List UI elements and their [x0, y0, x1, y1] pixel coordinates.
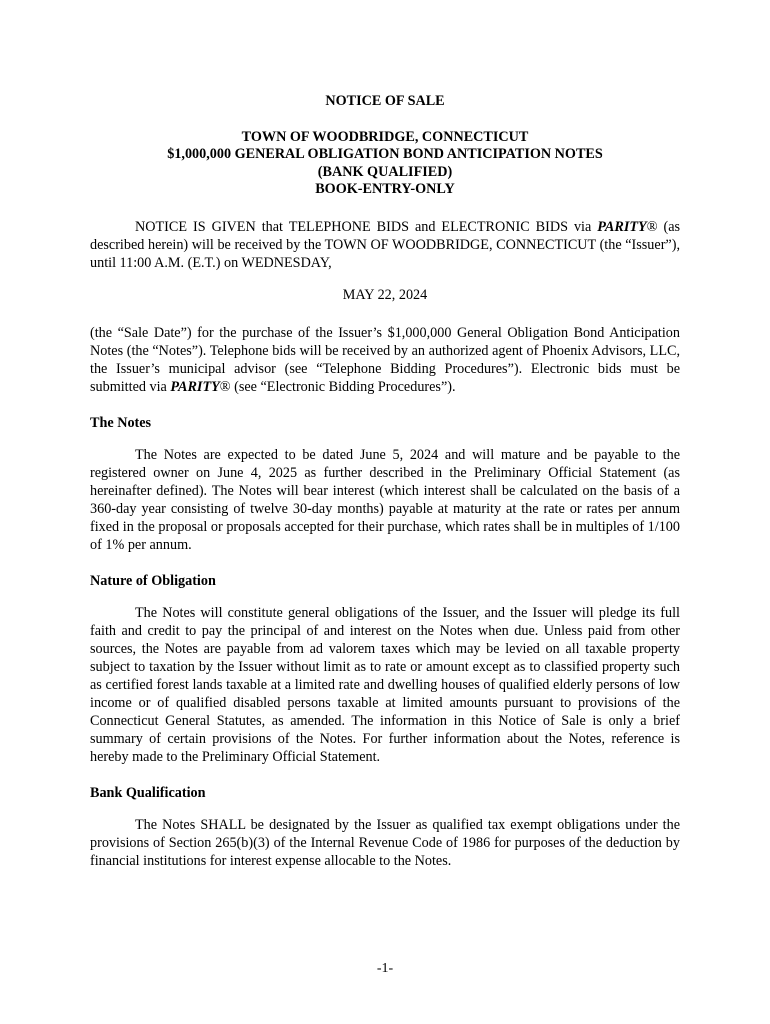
intro-paragraph: [90, 218, 680, 272]
parity-name: PARITY: [597, 218, 647, 235]
heading-line-issuer: TOWN OF WOODBRIDGE, CONNECTICUT: [241, 128, 529, 145]
issuer-heading: [90, 129, 680, 199]
page-number: -1-: [376, 961, 394, 976]
section-text-bank: The Notes SHALL be designated by the Issuer as qualified tax exempt obligations under the provisions of Section 265(b)(3) of the Internal Revenue Code of 1986 for purposes of the deduction by financial institutions for interest expense allocable to the Notes.: [90, 816, 680, 869]
intro-text-a: NOTICE IS GIVEN that TELEPHONE BIDS and ELECTRONIC BIDS via: [135, 218, 598, 235]
heading-line-bank-qualified: (BANK QUALIFIED): [317, 163, 453, 180]
section-title-nature: Nature of Obligation: [90, 572, 216, 589]
document-page: [90, 93, 680, 870]
section-title-bank: Bank Qualification: [90, 784, 206, 801]
section-text-notes: The Notes are expected to be dated June 5, 2024 and will mature and be payable to the registered owner on June 4, 2025 as further described in the Preliminary Official Statement (as hereinafter defined). The Notes will bear interest (which interest shall be calculated on the basis of a 360-day year consisting of twelve 30-day months) payable at maturity at the rate or rates per annum fixed in the proposal or proposals accepted for their purchase, which rates shall be in multiples of 1/100 of 1% per annum.: [90, 446, 680, 553]
sale-text-b: ® (see “Electronic Bidding Procedures”).: [219, 378, 456, 395]
document-title: NOTICE OF SALE: [325, 93, 445, 109]
section-title-notes: The Notes: [90, 414, 152, 431]
sale-date: MAY 22, 2024: [342, 286, 428, 303]
sale-paragraph: [90, 324, 680, 396]
heading-line-notes: $1,000,000 GENERAL OBLIGATION BOND ANTICIPATION NOTES: [167, 146, 603, 162]
section-text-nature: The Notes will constitute general obligations of the Issuer, and the Issuer will pledge its full faith and credit to pay the principal of and interest on the Notes when due. Unless paid from other sources, the Notes are payable from ad valorem taxes which may be levied on all taxable property subject to taxation by the Issuer without limit as to rate or amount except as to classified property such as certified forest lands taxable at a limited rate and dwelling houses of qualified elderly persons of low income or of qualified disabled persons taxable at limited amounts pursuant to provisions of the Connecticut General Statutes, as amended. The information in this Notice of Sale is only a brief summary of certain provisions of the Notes. For further information about the Notes, reference is hereby made to the Preliminary Official Statement.: [90, 604, 680, 765]
heading-line-book-entry: BOOK-ENTRY-ONLY: [315, 181, 455, 197]
parity-name-2: PARITY: [170, 378, 220, 395]
sale-text-a: (the “Sale Date”) for the purchase of the Issuer’s $1,000,000 General Obligation Bond Anticipation Notes (the “Notes”). Telephone bids will be received by an authorized agent of Phoenix Advisors, LLC, the Issuer’s municipal advisor (see “Telephone Bidding Procedures”). Electronic bids must be submitted via: [90, 324, 680, 395]
intro-text-b: ® (as described herein) will be received by the TOWN OF WOODBRIDGE, CONNECTICUT (the “Issuer”), until 11:00 A.M. (E.T.) on WEDNESDAY,: [90, 218, 681, 271]
